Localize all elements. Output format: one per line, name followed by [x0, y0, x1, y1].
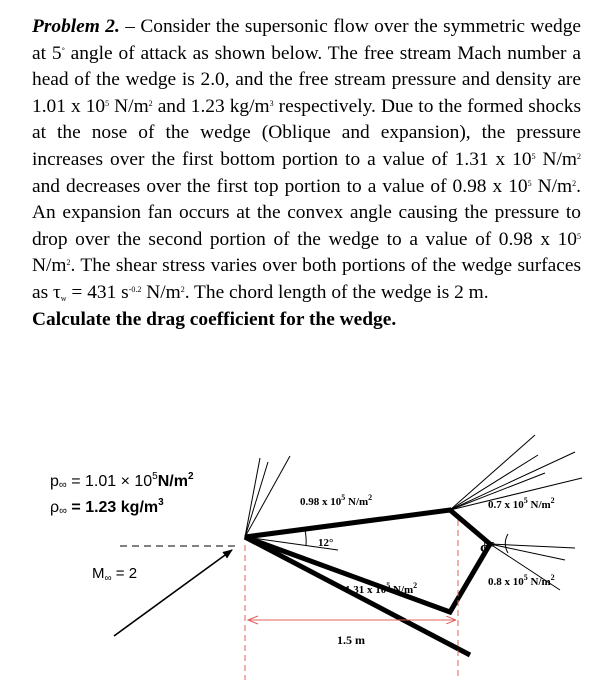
exponent: 5: [531, 151, 536, 161]
value: 0.8 x 10: [488, 576, 524, 588]
exponent: 5: [386, 581, 391, 590]
p-exponent: 5: [152, 471, 158, 482]
sentence-part: N/m: [141, 281, 181, 303]
exponent: 5: [523, 496, 528, 505]
value: 1.31 x 10: [345, 584, 387, 596]
unit: N/m: [527, 576, 551, 588]
exponent: -0.2: [128, 284, 142, 294]
p-inf-label: [50, 471, 194, 491]
inf-subscript: ∞: [104, 573, 112, 584]
pressure-bottom-second: [488, 573, 555, 588]
value: 0.7 x 10: [488, 499, 524, 511]
sentence-part: . The chord length of the wedge is 2 m.: [184, 281, 489, 303]
unit-exponent: 2: [368, 493, 373, 502]
p-unit: N/m: [157, 473, 188, 490]
exponent: 2: [572, 178, 577, 188]
trailing-line: [490, 544, 575, 548]
exponent: 5: [523, 573, 528, 582]
flow-direction-arrow: [111, 550, 232, 636]
unit: N/m: [390, 584, 414, 596]
tau-subscript: w: [60, 293, 67, 303]
unit-exponent: 2: [550, 573, 555, 582]
rho-value: = 1.23 kg/m: [66, 499, 159, 516]
degree-sign: °: [61, 45, 65, 55]
sentence-part: and 1.23 kg/m: [152, 95, 270, 117]
exponent: 5: [527, 178, 532, 188]
rho-inf-label: [50, 497, 164, 517]
inf-subscript: ∞: [58, 479, 67, 491]
exponent: 5: [577, 231, 581, 241]
exponent: 5: [341, 493, 346, 502]
shock-line: [245, 456, 290, 537]
sentence-part: . An expansion fan occurs at the convex angle causing the pressure to drop over the second portion of the wedge to a value of 0.98 x 10: [32, 175, 581, 250]
exponent: 2: [148, 98, 153, 108]
angle-arc: [305, 530, 306, 546]
mach-value: = 2: [111, 565, 138, 582]
sentence-part: N/m: [531, 175, 573, 197]
unit-exponent: 2: [413, 581, 418, 590]
pressure-top-first: [300, 493, 372, 508]
p-symbol: p: [50, 473, 59, 490]
sentence-part: N/m: [109, 95, 149, 117]
pressure-top-second: [488, 496, 555, 511]
sentence-part: N/m: [32, 255, 67, 277]
shock-line: [245, 462, 268, 537]
phi-angle-label: ϕ°: [480, 540, 496, 556]
sentence-part: respectively. Due to the formed shocks at the nose of the wedge (Oblique and expansion), the pressure increases over the first bottom portion to a value of 1.31 x 10: [32, 95, 581, 170]
problem-heading: Problem 2.: [32, 16, 120, 37]
sentence-part: N/m: [535, 148, 577, 170]
heading-dash: –: [119, 16, 141, 37]
exponent: 2: [180, 284, 185, 294]
problem-question: Calculate the drag coefficient for the wedge.: [32, 308, 397, 330]
unit: N/m: [527, 499, 551, 511]
shock-line: [245, 458, 260, 537]
exponent: 5: [105, 98, 110, 108]
p-value: = 1.01 × 10: [66, 473, 153, 490]
rho-symbol: ρ: [50, 499, 60, 516]
unit: N/m: [345, 496, 369, 508]
exponent: 3: [269, 98, 274, 108]
p-unit-exponent: 2: [187, 471, 194, 482]
unit-exponent: 2: [550, 496, 555, 505]
wedge-outline: [245, 510, 490, 612]
inf-subscript: ∞: [59, 505, 67, 517]
pressure-bottom-first: [345, 581, 417, 596]
mach-label: [92, 565, 137, 584]
trailing-line: [490, 544, 565, 560]
rho-exponent: 3: [158, 497, 164, 508]
mach-symbol: M: [92, 565, 105, 582]
sentence-part: = 431 s: [66, 281, 129, 303]
sentence-part: . The shear stress varies over both portions of the wedge surfaces as τ: [32, 255, 581, 303]
value: 0.98 x 10: [300, 496, 342, 508]
sentence-part: angle of attack as shown below. The free stream Mach number a head of the wedge is 2.0, and the free stream pressure and density are 1.01 x 10: [32, 42, 581, 117]
exponent: 2: [577, 151, 581, 161]
exponent: 2: [66, 258, 71, 268]
wedge-angle-label: 12°: [318, 537, 334, 549]
phi-angle-arc: [505, 534, 508, 553]
sentence-part: and decreases over the first top portion to a value of 0.98 x 10: [32, 175, 528, 197]
sentence-part: Consider the supersonic flow over the symmetric wedge at 5: [32, 16, 582, 64]
length-label: 1.5 m: [337, 633, 365, 647]
